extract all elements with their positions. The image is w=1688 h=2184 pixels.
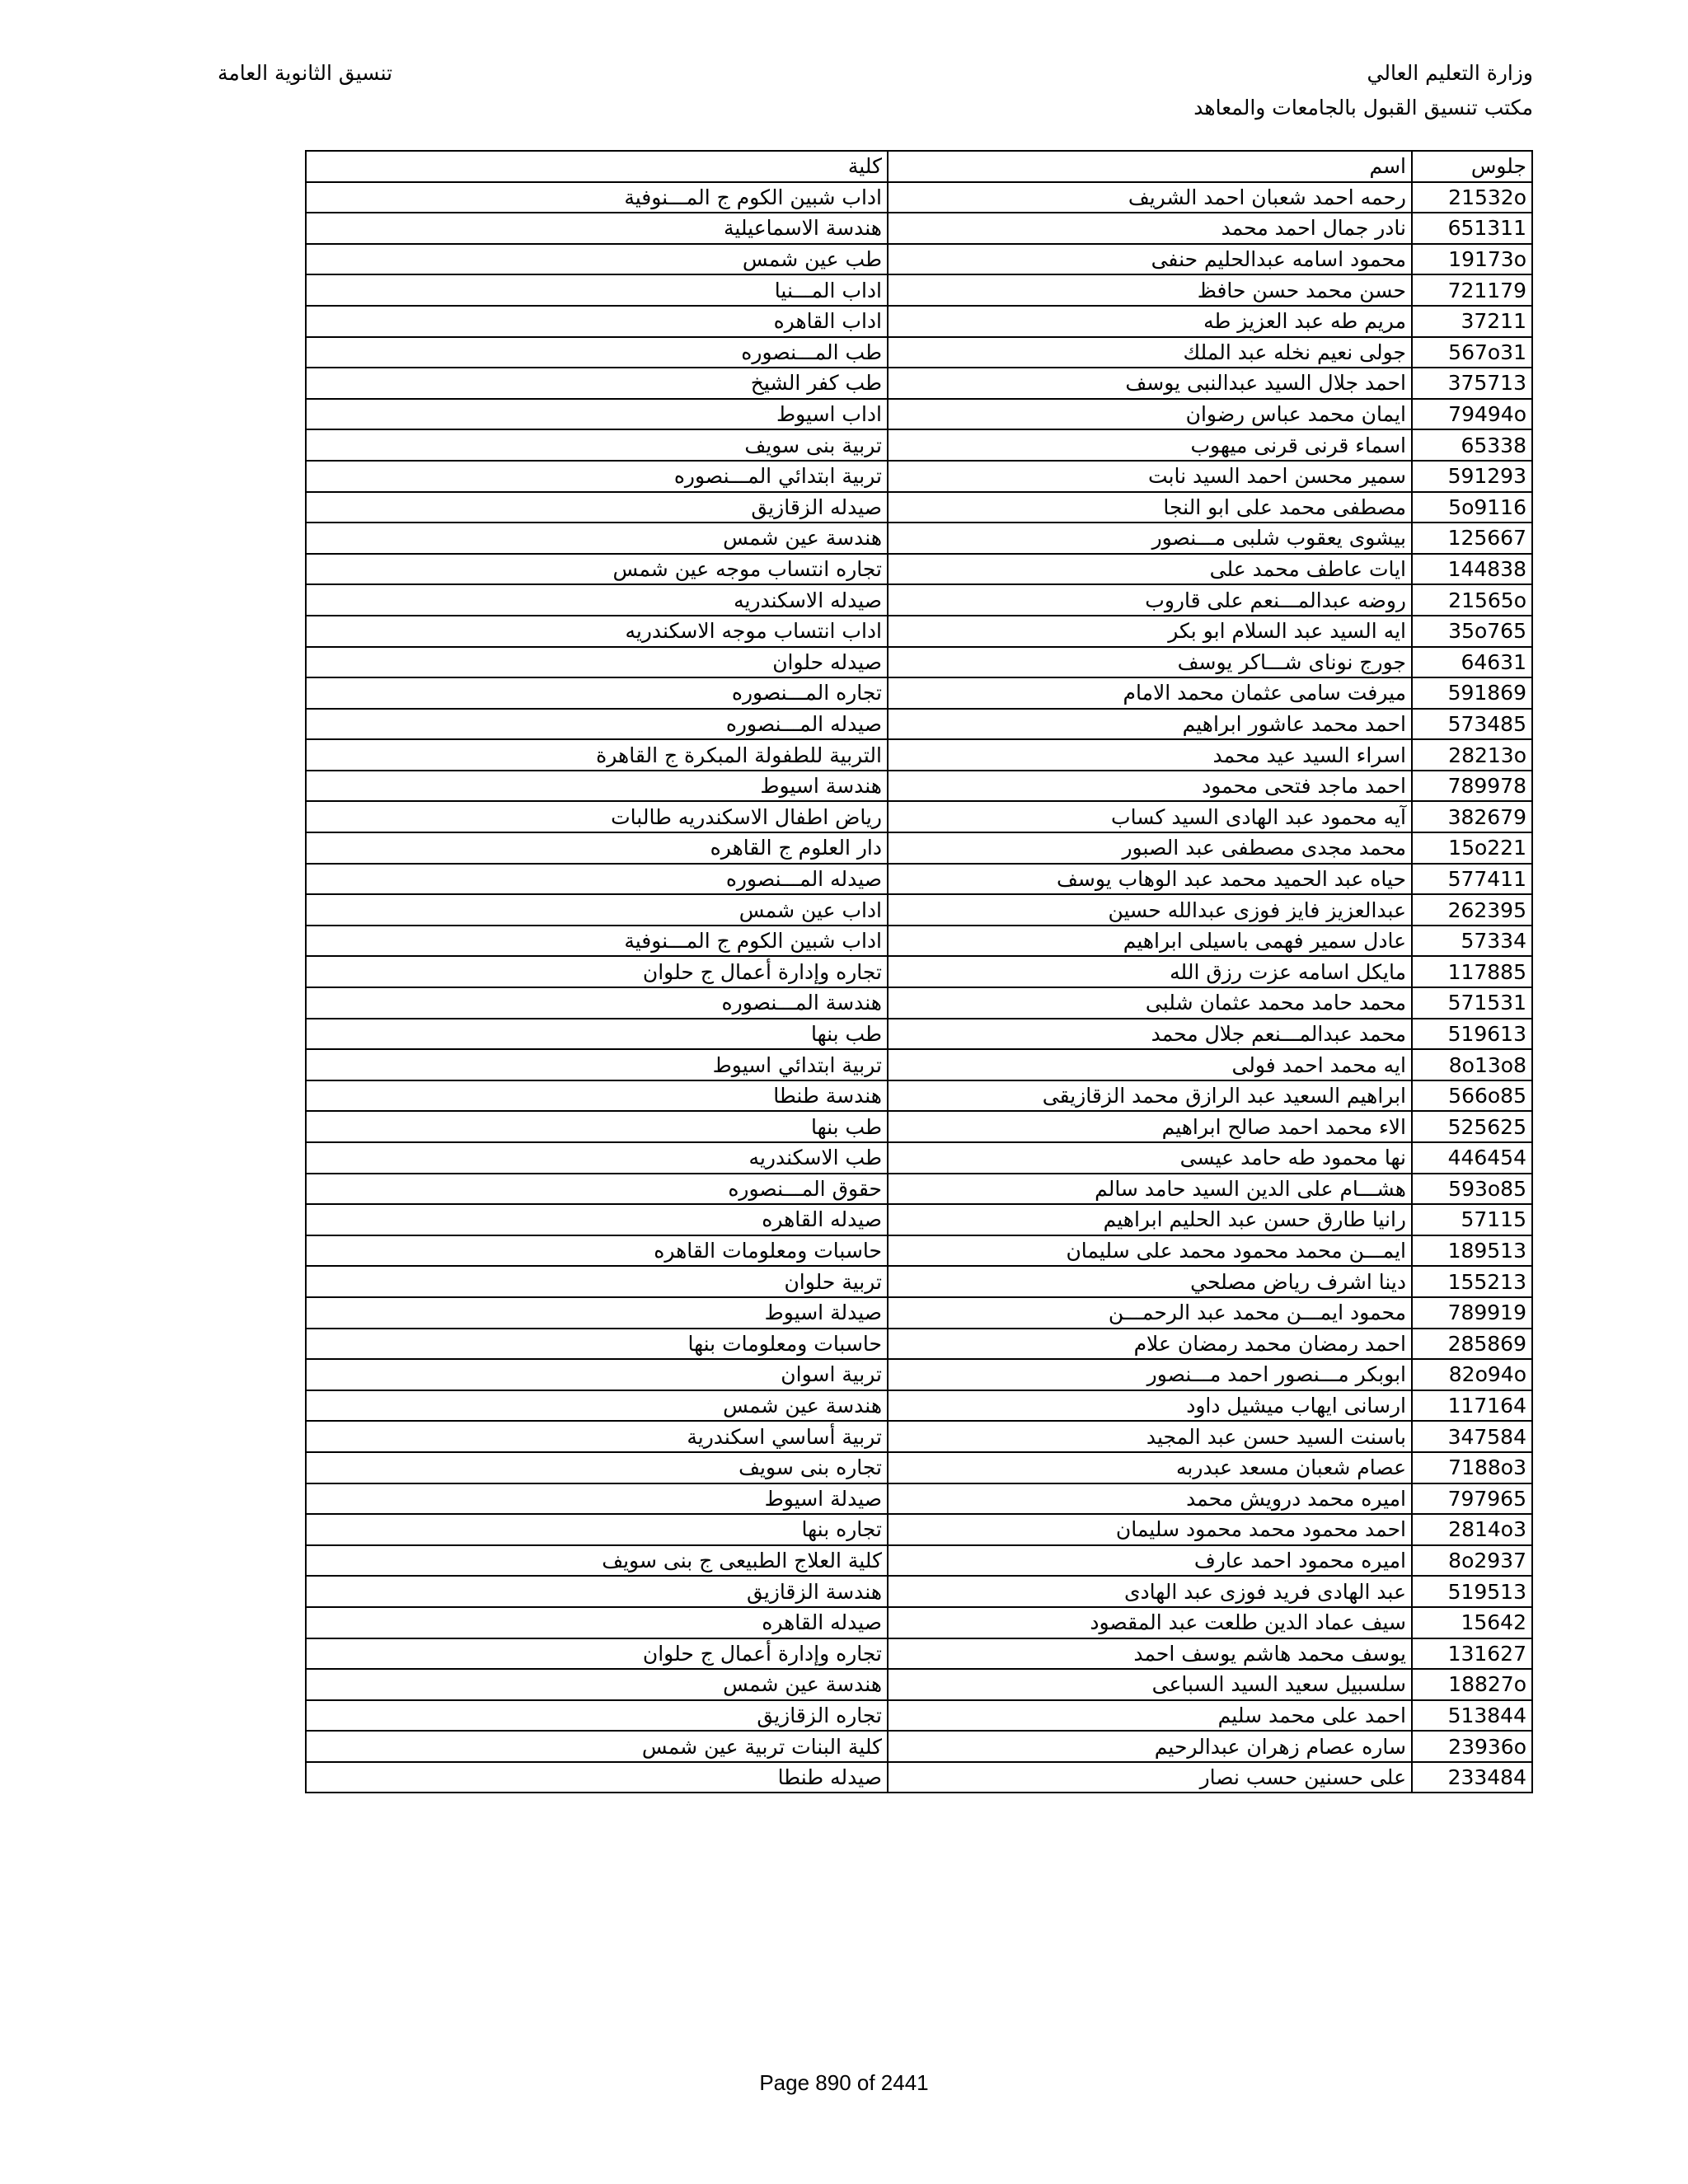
faculty-cell: هندسة اسيوط (306, 771, 888, 802)
faculty-cell: هندسة عين شمس (306, 1669, 888, 1700)
table-row (306, 1049, 1532, 1080)
seat-number-cell: 375713 (1412, 368, 1532, 399)
student-name-cell: ايمـــن محمد محمود محمد على سليمان (888, 1235, 1412, 1267)
table-row (306, 1731, 1532, 1762)
seat-number-cell: 64631 (1412, 647, 1532, 678)
seat-number-cell: 233484 (1412, 1762, 1532, 1793)
student-name-cell: محمود ايمـــن محمد عبد الرحمـــن (888, 1297, 1412, 1329)
table-row (306, 1700, 1532, 1732)
faculty-cell: حقوق المـــنصوره (306, 1174, 888, 1205)
student-name-cell: عصام شعبان مسعد عبدربه (888, 1452, 1412, 1483)
student-name-cell: سيف عماد الدين طلعت عبد المقصود (888, 1607, 1412, 1638)
table-row (306, 1514, 1532, 1545)
table-row (306, 1669, 1532, 1700)
table-row (306, 337, 1532, 368)
table-row (306, 1174, 1532, 1205)
faculty-cell: اداب شبين الكوم ج المـــنوفية (306, 926, 888, 957)
seat-number-cell: 23936o (1412, 1731, 1532, 1762)
faculty-cell: صيدله الزقازيق (306, 492, 888, 523)
seat-number-cell: 37211 (1412, 306, 1532, 337)
table-header-row (306, 151, 1532, 182)
table-row (306, 399, 1532, 430)
seat-number-cell: 347584 (1412, 1421, 1532, 1452)
seat-number-cell: 125667 (1412, 523, 1532, 554)
faculty-cell: تجاره الزقازيق (306, 1700, 888, 1732)
student-name-cell: احمد ماجد فتحى محمود (888, 771, 1412, 802)
seat-number-cell: 591293 (1412, 461, 1532, 492)
table-row (306, 1019, 1532, 1050)
faculty-cell: صيدلة اسيوط (306, 1297, 888, 1329)
table-row (306, 647, 1532, 678)
student-name-cell: روضه عبدالمـــنعم على قاروب (888, 584, 1412, 616)
student-name-cell: مريم طه عبد العزيز طه (888, 306, 1412, 337)
student-name-cell: سمير محسن احمد السيد نابت (888, 461, 1412, 492)
seat-number-cell: 382679 (1412, 801, 1532, 832)
seat-number-cell: 117164 (1412, 1390, 1532, 1422)
student-name-cell: عبد الهادى فريد فوزى عبد الهادى (888, 1576, 1412, 1607)
faculty-cell: تجاره انتساب موجه عين شمس (306, 554, 888, 585)
table-row (306, 182, 1532, 213)
table-row (306, 1329, 1532, 1360)
seat-number-cell: 15642 (1412, 1607, 1532, 1638)
seat-number-cell: 721179 (1412, 274, 1532, 306)
table-row (306, 1607, 1532, 1638)
column-header-seat: جلوس (1412, 151, 1532, 182)
table-row (306, 926, 1532, 957)
faculty-cell: دار العلوم ج القاهره (306, 832, 888, 864)
student-name-cell: اسماء قرنى قرنى ميهوب (888, 429, 1412, 461)
faculty-cell: طب كفر الشيخ (306, 368, 888, 399)
seat-number-cell: 15o221 (1412, 832, 1532, 864)
student-name-cell: ايه محمد احمد فولى (888, 1049, 1412, 1080)
student-name-cell: على حسنين حسب نصار (888, 1762, 1412, 1793)
seat-number-cell: 79494o (1412, 399, 1532, 430)
table-row (306, 213, 1532, 244)
faculty-cell: هندسة الزقازيق (306, 1576, 888, 1607)
table-row (306, 801, 1532, 832)
faculty-cell: هندسة عين شمس (306, 1390, 888, 1422)
seat-number-cell: 593o85 (1412, 1174, 1532, 1205)
seat-number-cell: 8o2937 (1412, 1545, 1532, 1577)
student-name-cell: عبدالعزيز فايز فوزى عبدالله حسين (888, 894, 1412, 926)
ministry-title: وزارة التعليم العالي (1367, 61, 1533, 85)
seat-number-cell: 262395 (1412, 894, 1532, 926)
table-row (306, 956, 1532, 987)
student-name-cell: رانيا طارق حسن عبد الحليم ابراهيم (888, 1204, 1412, 1235)
faculty-cell: تجاره بنها (306, 1514, 888, 1545)
table-row (306, 554, 1532, 585)
faculty-cell: صيدله حلوان (306, 647, 888, 678)
faculty-cell: تربية حلوان (306, 1266, 888, 1297)
student-name-cell: حسن محمد حسن حافظ (888, 274, 1412, 306)
student-name-cell: رحمه احمد شعبان احمد الشريف (888, 182, 1412, 213)
column-header-faculty: كلية (306, 151, 888, 182)
table-row (306, 771, 1532, 802)
student-name-cell: جورج نوناى شـــاكر يوسف (888, 647, 1412, 678)
faculty-cell: تجاره وإدارة أعمال ج حلوان (306, 1638, 888, 1670)
student-name-cell: جولى نعيم نخله عبد الملك (888, 337, 1412, 368)
faculty-cell: كلية العلاج الطبيعى ج بنى سويف (306, 1545, 888, 1577)
faculty-cell: اداب اسيوط (306, 399, 888, 430)
student-name-cell: ايمان محمد عباس رضوان (888, 399, 1412, 430)
faculty-cell: تجاره بنى سويف (306, 1452, 888, 1483)
faculty-cell: رياض اطفال الاسكندريه طالبات (306, 801, 888, 832)
table-row (306, 523, 1532, 554)
seat-number-cell: 577411 (1412, 864, 1532, 895)
table-row (306, 894, 1532, 926)
seat-number-cell: 65338 (1412, 429, 1532, 461)
seat-number-cell: 513844 (1412, 1700, 1532, 1732)
faculty-cell: اداب انتساب موجه الاسكندريه (306, 616, 888, 647)
student-name-cell: ابراهيم السعيد عبد الرازق محمد الزقازيقى (888, 1080, 1412, 1112)
seat-number-cell: 7188o3 (1412, 1452, 1532, 1483)
seat-number-cell: 2814o3 (1412, 1514, 1532, 1545)
student-name-cell: باسنت السيد حسن عبد المجيد (888, 1421, 1412, 1452)
faculty-cell: كلية البنات تربية عين شمس (306, 1731, 888, 1762)
table-row (306, 1638, 1532, 1670)
student-name-cell: احمد محمد عاشور ابراهيم (888, 709, 1412, 740)
seat-number-cell: 21532o (1412, 182, 1532, 213)
faculty-cell: طب المـــنصوره (306, 337, 888, 368)
student-name-cell: محمد عبدالمـــنعم جلال محمد (888, 1019, 1412, 1050)
student-name-cell: دينا اشرف رياض مصلحي (888, 1266, 1412, 1297)
faculty-cell: صيدله الاسكندريه (306, 584, 888, 616)
table-row (306, 1359, 1532, 1390)
seat-number-cell: 797965 (1412, 1483, 1532, 1515)
student-name-cell: الاء محمد احمد صالح ابراهيم (888, 1111, 1412, 1142)
seat-number-cell: 789919 (1412, 1297, 1532, 1329)
seat-number-cell: 525625 (1412, 1111, 1532, 1142)
table-row (306, 306, 1532, 337)
student-name-cell: ارسانى ايهاب ميشيل داود (888, 1390, 1412, 1422)
faculty-cell: هندسة الاسماعيلية (306, 213, 888, 244)
faculty-cell: تجاره المـــنصوره (306, 677, 888, 709)
student-name-cell: احمد جلال السيد عبدالنبى يوسف (888, 368, 1412, 399)
table-row (306, 1452, 1532, 1483)
results-table-body (306, 151, 1532, 1793)
student-name-cell: يوسف محمد هاشم يوسف احمد (888, 1638, 1412, 1670)
faculty-cell: صيدله المـــنصوره (306, 864, 888, 895)
seat-number-cell: 519613 (1412, 1019, 1532, 1050)
seat-number-cell: 285869 (1412, 1329, 1532, 1360)
seat-number-cell: 82o94o (1412, 1359, 1532, 1390)
faculty-cell: صيدله المـــنصوره (306, 709, 888, 740)
student-name-cell: احمد محمود محمد محمود سليمان (888, 1514, 1412, 1545)
faculty-cell: صيدله طنطا (306, 1762, 888, 1793)
table-row (306, 864, 1532, 895)
table-row (306, 1297, 1532, 1329)
seat-number-cell: 35o765 (1412, 616, 1532, 647)
seat-number-cell: 57334 (1412, 926, 1532, 957)
faculty-cell: تربية أساسي اسكندرية (306, 1421, 888, 1452)
table-row (306, 832, 1532, 864)
student-name-cell: نها محمود طه حامد عيسى (888, 1142, 1412, 1174)
table-row (306, 739, 1532, 771)
faculty-cell: طب الاسكندريه (306, 1142, 888, 1174)
faculty-cell: صيدلة اسيوط (306, 1483, 888, 1515)
table-row (306, 1483, 1532, 1515)
faculty-cell: تربية ابتدائي المـــنصوره (306, 461, 888, 492)
faculty-cell: طب بنها (306, 1111, 888, 1142)
table-row (306, 616, 1532, 647)
seat-number-cell: 28213o (1412, 739, 1532, 771)
faculty-cell: تربية ابتدائي اسيوط (306, 1049, 888, 1080)
table-row (306, 274, 1532, 306)
faculty-cell: طب بنها (306, 1019, 888, 1050)
table-row (306, 1390, 1532, 1422)
table-row (306, 368, 1532, 399)
column-header-name: اسم (888, 151, 1412, 182)
student-name-cell: سلسبيل سعيد السيد السباعى (888, 1669, 1412, 1700)
seat-number-cell: 189513 (1412, 1235, 1532, 1267)
faculty-cell: حاسبات ومعلومات بنها (306, 1329, 888, 1360)
faculty-cell: اداب شبين الكوم ج المـــنوفية (306, 182, 888, 213)
faculty-cell: تجاره وإدارة أعمال ج حلوان (306, 956, 888, 987)
faculty-cell: التربية للطفولة المبكرة ج القاهرة (306, 739, 888, 771)
student-name-cell: محمود اسامه عبدالحليم حنفى (888, 244, 1412, 275)
student-name-cell: ابوبكر مـــنصور احمد مـــنصور (888, 1359, 1412, 1390)
student-name-cell: حياه عبد الحميد محمد عبد الوهاب يوسف (888, 864, 1412, 895)
faculty-cell: هندسة طنطا (306, 1080, 888, 1112)
seat-number-cell: 144838 (1412, 554, 1532, 585)
student-name-cell: احمد رمضان محمد رمضان علام (888, 1329, 1412, 1360)
student-name-cell: مصطفى محمد على ابو النجا (888, 492, 1412, 523)
student-name-cell: اميره محمد درويش محمد (888, 1483, 1412, 1515)
student-name-cell: مايكل اسامه عزت رزق الله (888, 956, 1412, 987)
seat-number-cell: 789978 (1412, 771, 1532, 802)
student-name-cell: عادل سمير فهمى باسيلى ابراهيم (888, 926, 1412, 957)
table-row (306, 987, 1532, 1019)
faculty-cell: طب عين شمس (306, 244, 888, 275)
seat-number-cell: 57115 (1412, 1204, 1532, 1235)
table-row (306, 1545, 1532, 1577)
seat-number-cell: 21565o (1412, 584, 1532, 616)
faculty-cell: اداب المـــنيا (306, 274, 888, 306)
student-name-cell: محمد مجدى مصطفى عبد الصبور (888, 832, 1412, 864)
seat-number-cell: 8o13o8 (1412, 1049, 1532, 1080)
student-name-cell: محمد حامد محمد عثمان شلبى (888, 987, 1412, 1019)
table-row (306, 1204, 1532, 1235)
student-name-cell: احمد على محمد سليم (888, 1700, 1412, 1732)
seat-number-cell: 19173o (1412, 244, 1532, 275)
table-row (306, 1421, 1532, 1452)
table-row (306, 1576, 1532, 1607)
faculty-cell: هندسة المـــنصوره (306, 987, 888, 1019)
table-row (306, 492, 1532, 523)
seat-number-cell: 567o31 (1412, 337, 1532, 368)
faculty-cell: تربية بنى سويف (306, 429, 888, 461)
table-row (306, 709, 1532, 740)
table-row (306, 1235, 1532, 1267)
student-name-cell: اميره محمود احمد عارف (888, 1545, 1412, 1577)
page-number: Page 890 of 2441 (759, 2070, 929, 2095)
seat-number-cell: 117885 (1412, 956, 1532, 987)
table-row (306, 1142, 1532, 1174)
table-row (306, 1266, 1532, 1297)
student-name-cell: نادر جمال احمد محمد (888, 213, 1412, 244)
student-name-cell: اسراء السيد عيد محمد (888, 739, 1412, 771)
seat-number-cell: 155213 (1412, 1266, 1532, 1297)
faculty-cell: صيدله القاهره (306, 1607, 888, 1638)
seat-number-cell: 131627 (1412, 1638, 1532, 1670)
faculty-cell: صيدله القاهره (306, 1204, 888, 1235)
student-name-cell: بيشوى يعقوب شلبى مـــنصور (888, 523, 1412, 554)
seat-number-cell: 519513 (1412, 1576, 1532, 1607)
table-row (306, 584, 1532, 616)
office-title: مكتب تنسيق القبول بالجامعات والمعاهد (1193, 96, 1533, 120)
table-row (306, 1111, 1532, 1142)
table-row (306, 461, 1532, 492)
student-name-cell: ايه السيد عبد السلام ابو بكر (888, 616, 1412, 647)
faculty-cell: هندسة عين شمس (306, 523, 888, 554)
seat-number-cell: 651311 (1412, 213, 1532, 244)
faculty-cell: تربية اسوان (306, 1359, 888, 1390)
table-row (306, 1080, 1532, 1112)
student-name-cell: آيه محمود عبد الهادى السيد كساب (888, 801, 1412, 832)
seat-number-cell: 571531 (1412, 987, 1532, 1019)
document-title: تنسيق الثانوية العامة (218, 61, 393, 85)
seat-number-cell: 566o85 (1412, 1080, 1532, 1112)
student-name-cell: ساره عصام زهران عبدالرحيم (888, 1731, 1412, 1762)
student-name-cell: ايات عاطف محمد على (888, 554, 1412, 585)
seat-number-cell: 591869 (1412, 677, 1532, 709)
student-name-cell: هشـــام على الدين السيد حامد سالم (888, 1174, 1412, 1205)
table-row (306, 677, 1532, 709)
table-row (306, 1762, 1532, 1793)
seat-number-cell: 573485 (1412, 709, 1532, 740)
table-row (306, 244, 1532, 275)
seat-number-cell: 18827o (1412, 1669, 1532, 1700)
seat-number-cell: 446454 (1412, 1142, 1532, 1174)
table-row (306, 429, 1532, 461)
seat-number-cell: 5o9116 (1412, 492, 1532, 523)
faculty-cell: اداب القاهره (306, 306, 888, 337)
faculty-cell: حاسبات ومعلومات القاهره (306, 1235, 888, 1267)
faculty-cell: اداب عين شمس (306, 894, 888, 926)
student-name-cell: ميرفت سامى عثمان محمد الامام (888, 677, 1412, 709)
results-table (305, 150, 1533, 1793)
